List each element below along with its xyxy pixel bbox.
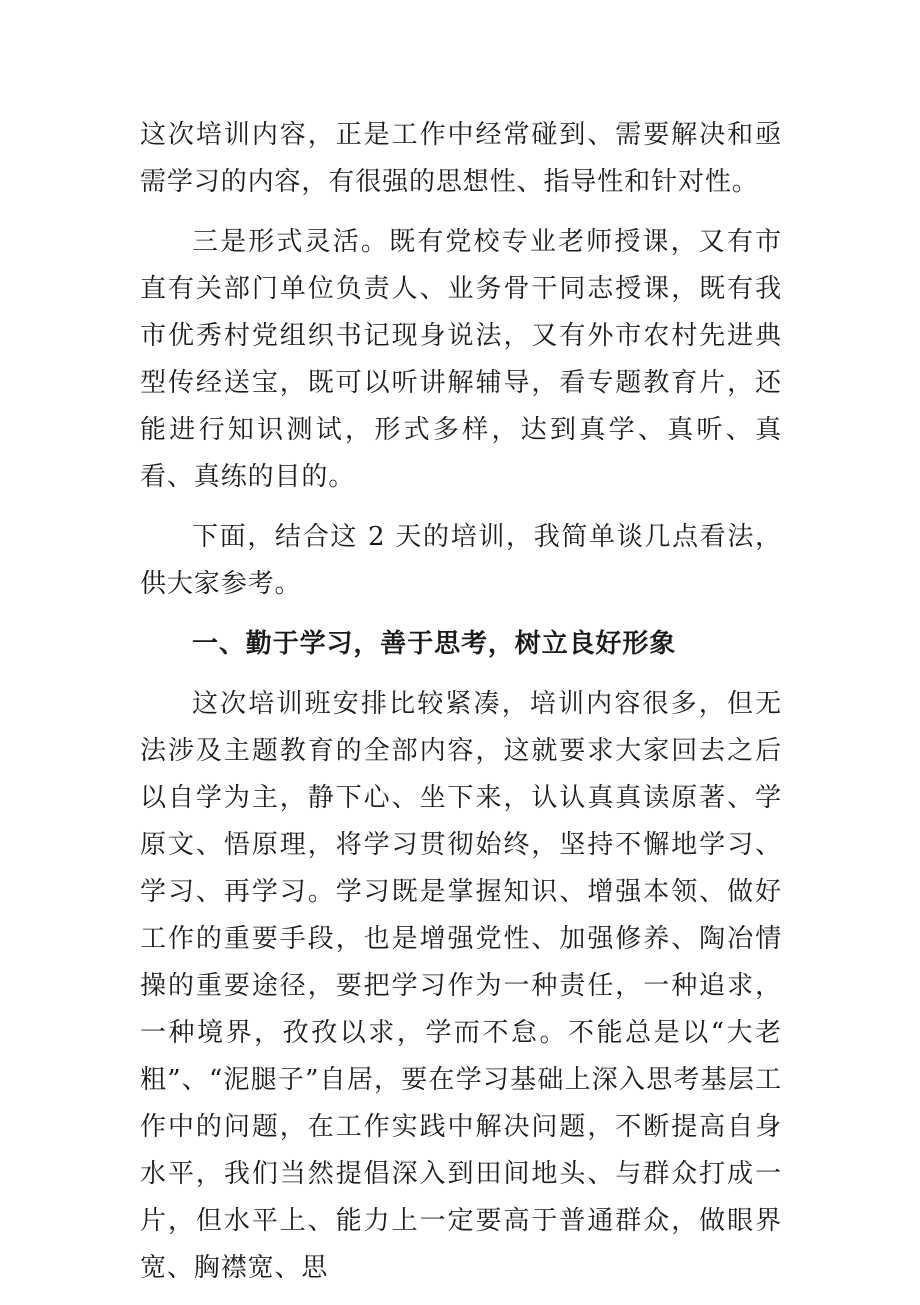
paragraph-flexible-format: 三是形式灵活。既有党校专业老师授课，又有市直有关部门单位负责人、业务骨干同志授课，既有我市优秀村党组织书记现身说法，又有外市农村先进典型传经送宝，既可以听讲解辅导，看专题教育片，还能进行知识测试，形式多样，达到真学、真听、真看、真练的目的。 <box>140 227 782 492</box>
paragraph-training-content: 这次培训内容，正是工作中经常碰到、需要解决和亟需学习的内容，有很强的思想性、指导性和针对性。 <box>140 120 782 197</box>
paragraph-study-body: 这次培训班安排比较紧凑，培训内容很多，但无法涉及主题教育的全部内容，这就要求大家回去之后以自学为主，静下心、坐下来，认认真真读原著、学原文、悟原理，将学习贯彻始终，坚持不懈地学习、学习、再学习。学习既是掌握知识、增强本领、做好工作的重要手段，也是增强党性、加强修养、陶冶情操的重要途径，要把学习作为一种责任，一种追求，一种境界，孜孜以求，学而不怠。不能总是以“大老粗”、“泥腿子”自居，要在学习基础上深入思考基层工作中的问题，在工作实践中解决问题，不断提高自身水平，我们当然提倡深入到田间地头、与群众打成一片，但水平上、能力上一定要高于普通群众，做眼界宽、胸襟宽、思 <box>140 689 782 1283</box>
document-content <box>140 112 782 1305</box>
paragraph-views-intro: 下面，结合这 2 天的培训，我简单谈几点看法，供大家参考。 <box>140 522 782 599</box>
section-heading: 一、勤于学习，善于思考，树立良好形象 <box>192 629 677 659</box>
